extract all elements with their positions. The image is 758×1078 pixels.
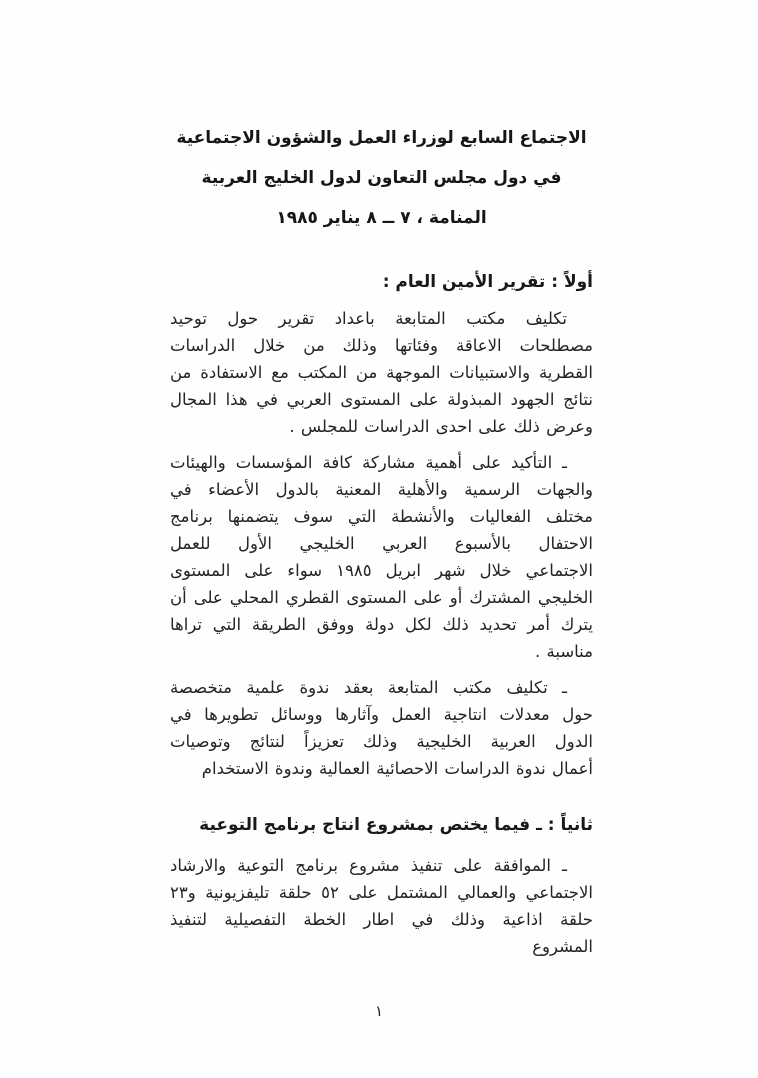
text-line: تكليف مكتب المتابعة باعداد تقرير حول توحيد <box>170 309 567 328</box>
text-line: أعمال ندوة الدراسات الاحصائية العمالية وندوة الاستخدام <box>201 759 593 778</box>
text-line: الدول العربية الخليجية وذلك تعزيزاً لنتائج وتوصيات <box>170 732 593 751</box>
text-line: حلقة اذاعية وذلك في اطار الخطة التفصيلية لتنفيذ <box>170 910 593 929</box>
paragraph-social-work-week <box>170 449 593 665</box>
text-line: الاحتفال بالأسبوع العربي الخليجي الأول للعمل <box>170 534 593 553</box>
text-line: نتائج الجهود المبذولة على المستوى العربي في هذا المجال <box>170 390 593 409</box>
document-content <box>170 0 593 960</box>
text-line: وعرض ذلك على احدى الدراسات للمجلس . <box>289 417 593 436</box>
paragraph-program-approval <box>170 852 593 960</box>
text-line: حول معدلات انتاجية العمل وآثارها ووسائل تطويرها في <box>170 705 593 724</box>
document-place-date: المنامة ، ٧ ــ ٨ يناير ١٩٨٥ <box>276 208 487 228</box>
text-line: يترك أمر تحديد ذلك لكل دولة ووفق الطريقة التي تراها <box>170 615 593 634</box>
paragraph-terminology-unification <box>170 305 593 440</box>
text-line: مختلف الفعاليات والأنشطة التي سوف يتضمنها برنامج <box>170 507 593 526</box>
text-line: ـ الموافقة على تنفيذ مشروع برنامج التوعية والارشاد <box>170 856 567 875</box>
section-1-heading: أولاً : تقرير الأمين العام : <box>382 272 593 292</box>
section-secretary-general-report <box>170 268 593 782</box>
document-title: الاجتماع السابع لوزراء العمل والشؤون الاجتماعية <box>176 128 587 148</box>
text-line: الاجتماعي والعمالي المشتمل على ٥٢ حلقة تليفزيونية و٢٣ <box>170 883 594 902</box>
paragraph-productivity-seminar <box>170 674 593 782</box>
document-subtitle: في دول مجلس التعاون لدول الخليج العربية <box>201 168 562 188</box>
text-line: ـ التأكيد على أهمية مشاركة كافة المؤسسات والهيئات <box>170 453 567 472</box>
text-line: ـ تكليف مكتب المتابعة بعقد ندوة علمية متخصصة <box>170 678 567 697</box>
section-2-heading: ثانياً : ـ فيما يختص بمشروع انتاج برنامج التوعية <box>199 815 593 835</box>
text-line: والجهات الرسمية والأهلية المعنية بالدول الأعضاء في <box>170 480 593 499</box>
document-header <box>170 0 593 238</box>
text-line: مناسبة . <box>535 642 593 661</box>
text-line: القطرية والاستبيانات الموجهة من المكتب مع الاستفادة من <box>170 363 593 382</box>
page-number: ١ <box>374 1002 384 1020</box>
section-awareness-program <box>170 811 593 960</box>
text-line: الاجتماعي خلال شهر ابريل ١٩٨٥ سواء على المستوى <box>170 561 593 580</box>
text-line: مصطلحات الاعاقة وفئاتها وذلك من خلال الدراسات <box>170 336 593 355</box>
text-line: المشروع <box>532 937 593 956</box>
text-line: الخليجي المشترك أو على المستوى القطري المحلي على أن <box>170 588 593 607</box>
